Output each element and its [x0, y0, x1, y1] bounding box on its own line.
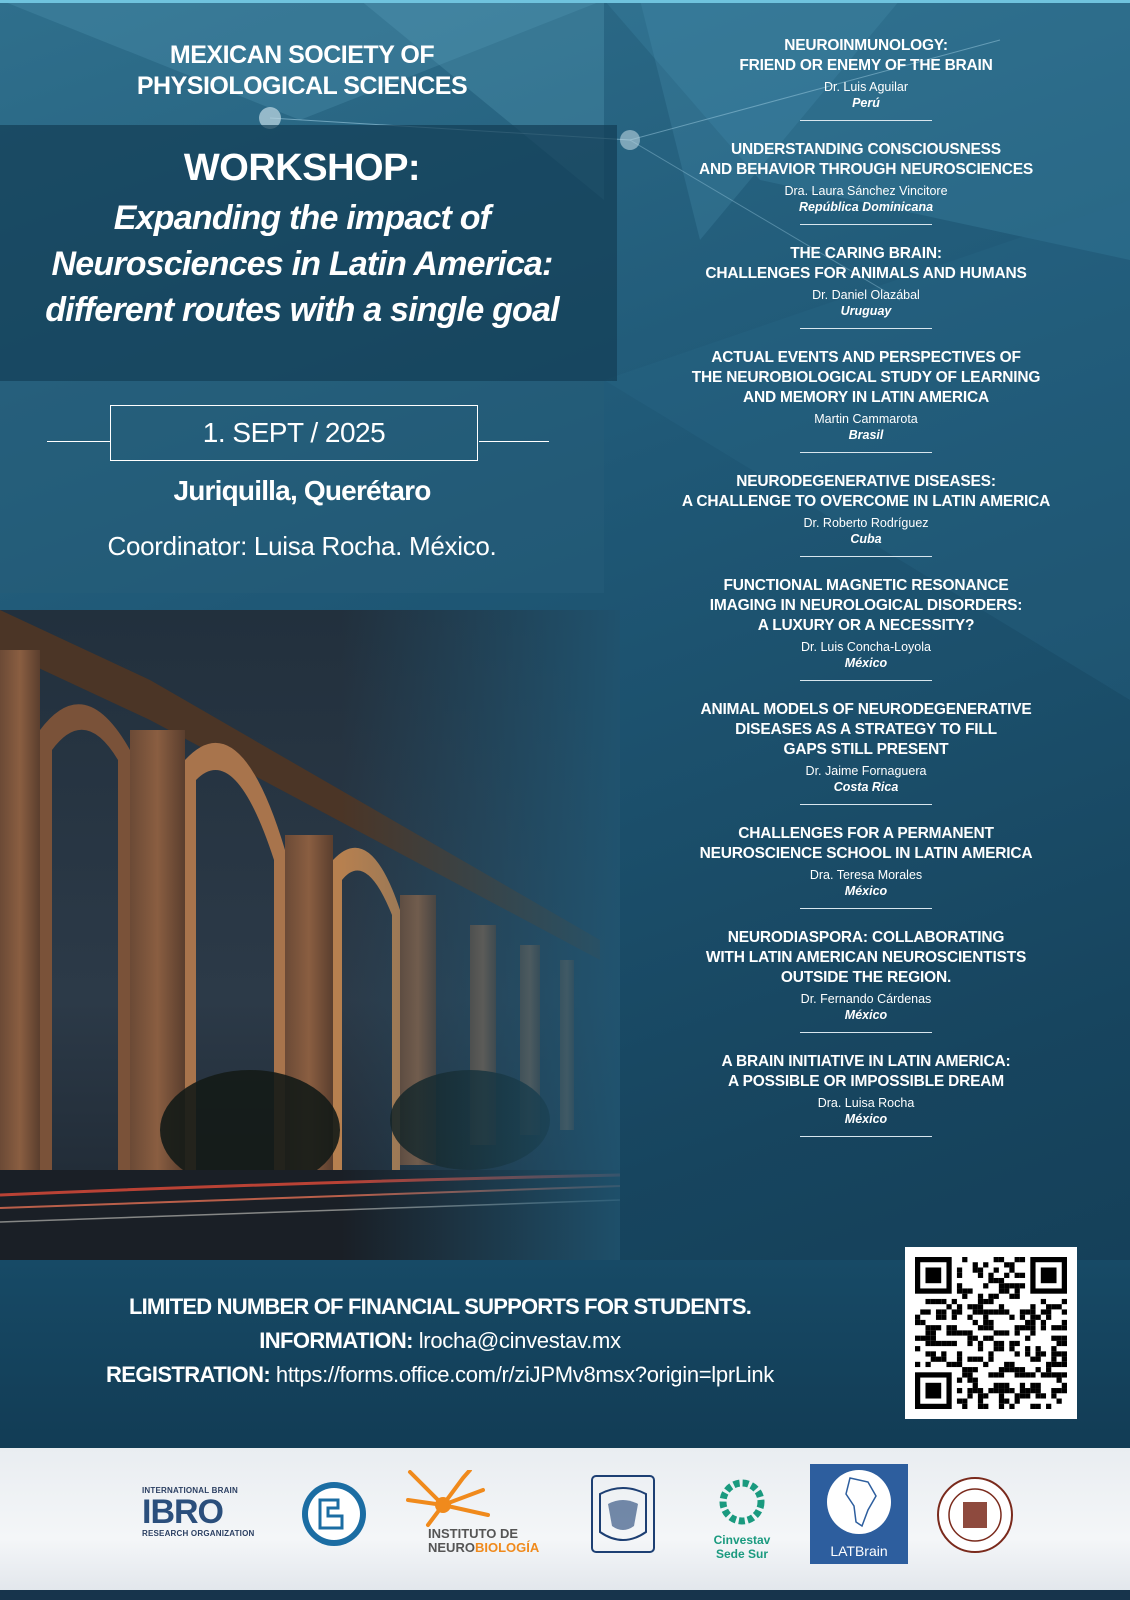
society-emblem-icon [300, 1480, 368, 1548]
talk-divider [800, 680, 932, 681]
talk-country: Perú [852, 96, 880, 110]
top-accent-line [0, 0, 1130, 3]
talk-title: FUNCTIONAL MAGNETIC RESONANCE IMAGING IN NEUROLOGICAL DISORDERS: A LUXURY OR A NECESSITY? [709, 577, 1023, 634]
talk-speaker: Dr. Daniel Olazábal [812, 288, 920, 302]
information-label: INFORMATION: [259, 1328, 413, 1353]
talk-country: Cuba [850, 532, 882, 546]
ibro-main-text: IBRO [142, 1493, 223, 1531]
unam-seal-icon [590, 1474, 656, 1554]
talk-item [656, 36, 1076, 121]
talk-item [656, 824, 1076, 909]
event-details-panel [0, 381, 604, 593]
talk-title: ANIMAL MODELS OF NEURODEGENERATIVE DISEASES AS A STRATEGY TO FILL GAPS STILL PRESENT [700, 701, 1032, 758]
registration-info [0, 1290, 880, 1392]
talk-speaker: Dr. Luis Concha-Loyola [801, 640, 931, 654]
talk-divider [800, 804, 932, 805]
subtitle-line-2: Neurosciences in Latin America: [51, 245, 553, 283]
aqueduct-photo [0, 610, 620, 1260]
talk-speaker: Dra. Teresa Morales [809, 868, 923, 882]
talk-country: Costa Rica [833, 780, 899, 794]
registration-label: REGISTRATION: [105, 1362, 271, 1387]
talk-country: México [844, 1008, 888, 1022]
talk-item [656, 576, 1076, 681]
talk-title: ACTUAL EVENTS AND PERSPECTIVES OF THE NEUROBIOLOGICAL STUDY OF LEARNING AND MEMORY IN LATIN AMERICA [691, 349, 1041, 406]
talk-title: NEURODEGENERATIVE DISEASES: A CHALLENGE TO OVERCOME IN LATIN AMERICA [681, 473, 1051, 510]
talk-item [656, 244, 1076, 329]
talk-divider [800, 908, 932, 909]
registration-url-link[interactable]: https://forms.office.com/r/ziJPMv8msx?origin=lprLink [275, 1362, 775, 1387]
financial-support-note: LIMITED NUMBER OF FINANCIAL SUPPORTS FOR STUDENTS. [128, 1294, 752, 1319]
talk-list [656, 36, 1076, 1156]
cinvestav-ring-icon [706, 1478, 778, 1528]
date-rule-right [479, 441, 549, 442]
talk-divider [800, 556, 932, 557]
ibro-top-text: INTERNATIONAL BRAIN [142, 1486, 238, 1495]
information-email-link[interactable]: lrocha@cinvestav.mx [418, 1328, 621, 1353]
talk-country: México [844, 656, 888, 670]
talk-divider [800, 328, 932, 329]
bottom-stripe [0, 1590, 1130, 1600]
talk-item [656, 472, 1076, 557]
qr-code-icon [915, 1257, 1067, 1409]
society-line-2: PHYSIOLOGICAL SCIENCES [136, 72, 468, 100]
talk-item [656, 348, 1076, 453]
talk-country: Uruguay [840, 304, 892, 318]
talk-divider [800, 224, 932, 225]
workshop-label: WORKSHOP: [183, 147, 421, 189]
talk-speaker: Dr. Fernando Cárdenas [800, 992, 932, 1006]
latin-america-map-icon [810, 1464, 908, 1538]
ibro-logo [142, 1486, 257, 1538]
talk-speaker: Martin Cammarota [814, 412, 918, 426]
talk-title: NEUROINMUNOLOGY: FRIEND OR ENEMY OF THE BRAIN [739, 37, 993, 74]
inb-line-2a: NEURO [428, 1540, 475, 1555]
registration-qr-code[interactable] [905, 1247, 1077, 1419]
event-location: Juriquilla, Querétaro [173, 475, 431, 506]
talk-divider [800, 120, 932, 121]
subtitle-line-3: different routes with a single goal [45, 291, 559, 329]
talk-title: THE CARING BRAIN: CHALLENGES FOR ANIMALS AND HUMANS [705, 245, 1027, 282]
latbrain-logo [810, 1464, 908, 1564]
event-date: 1. SEPT / 2025 [110, 405, 478, 461]
talk-item [656, 140, 1076, 225]
talk-title: UNDERSTANDING CONSCIOUSNESS AND BEHAVIOR THROUGH NEUROSCIENCES [699, 141, 1033, 178]
talk-item [656, 928, 1076, 1033]
event-coordinator: Coordinator: Luisa Rocha. México. [107, 531, 497, 561]
talk-speaker: Dra. Luisa Rocha [817, 1096, 915, 1110]
inb-line-2b: BIOLOGÍA [474, 1540, 540, 1555]
talk-title: NEURODIASPORA: COLLABORATING WITH LATIN AMERICAN NEUROSCIENTISTS OUTSIDE THE REGION. [705, 929, 1027, 986]
talk-speaker: Dr. Jaime Fornaguera [805, 764, 927, 778]
cinvestav-line-1: Cinvestav [713, 1533, 771, 1547]
society-name [0, 40, 604, 102]
information-line [0, 1324, 880, 1358]
talk-divider [800, 452, 932, 453]
talk-country: República Dominicana [798, 200, 934, 214]
inb-logo [388, 1470, 558, 1560]
sponsor-logo-strip [0, 1448, 1130, 1600]
talk-divider [800, 1032, 932, 1033]
talk-title: A BRAIN INITIATIVE IN LATIN AMERICA: A POSSIBLE OR IMPOSSIBLE DREAM [721, 1053, 1011, 1090]
talk-country: México [844, 884, 888, 898]
cinvestav-logo [706, 1478, 778, 1561]
talk-speaker: Dr. Roberto Rodríguez [803, 516, 929, 530]
subtitle-line-1: Expanding the impact of [113, 199, 491, 237]
talk-title: CHALLENGES FOR A PERMANENT NEUROSCIENCE SCHOOL IN LATIN AMERICA [699, 825, 1033, 862]
workshop-subtitle [0, 195, 604, 333]
talk-item [656, 700, 1076, 805]
talk-speaker: Dr. Luis Aguilar [823, 80, 909, 94]
latbrain-text: LATBrain [830, 1543, 888, 1559]
talk-speaker: Dra. Laura Sánchez Vincitore [784, 184, 948, 198]
registration-line [0, 1358, 880, 1392]
talk-country: Brasil [848, 428, 884, 442]
inb-line-1: INSTITUTO DE [428, 1526, 519, 1541]
ibro-bottom-text: RESEARCH ORGANIZATION [142, 1529, 255, 1538]
cinvestav-line-2: Sede Sur [715, 1547, 769, 1561]
neuron-icon [388, 1470, 498, 1530]
university-seal-icon [936, 1476, 1014, 1554]
date-rule-left [47, 441, 111, 442]
talk-country: México [844, 1112, 888, 1126]
talk-divider [800, 1136, 932, 1137]
talk-item [656, 1052, 1076, 1137]
society-line-1: MEXICAN SOCIETY OF [169, 41, 435, 69]
workshop-title-panel [0, 125, 617, 381]
